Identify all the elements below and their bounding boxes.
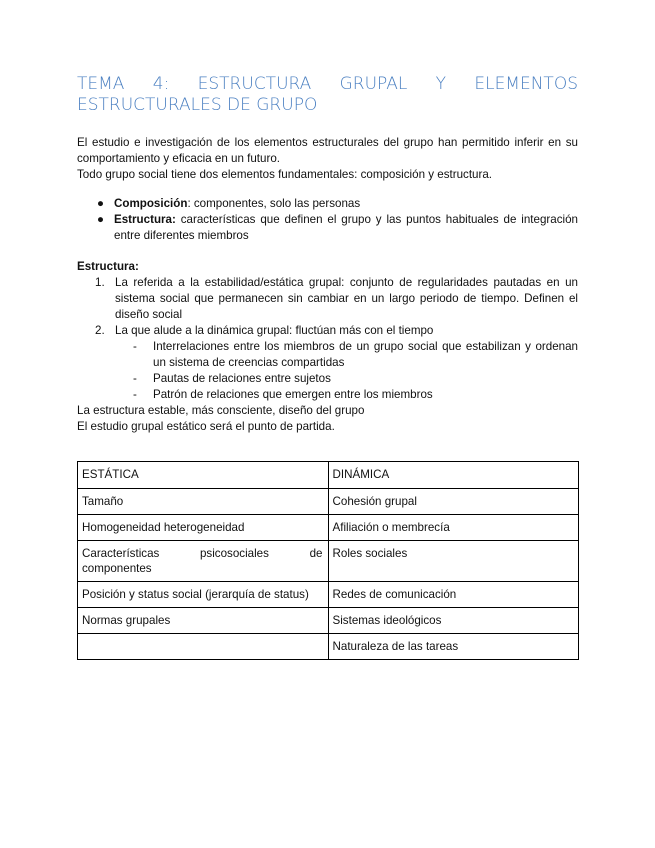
sub-list-item bbox=[77, 371, 578, 387]
table-cell: Redes de comunicación bbox=[328, 582, 579, 608]
item-text: La referida a la estabilidad/estática grupal: conjunto de regularidades pautadas en un sistema social que permanecen sin cambiar en un largo periodo de tiempo. Definen el diseño social bbox=[115, 276, 578, 321]
item-number: 2. bbox=[95, 324, 105, 337]
table-row bbox=[78, 541, 579, 582]
sub-item-text: Interrelaciones entre los miembros de un grupo social que estabilizan y ordenan un sistema de creencias compartidas bbox=[153, 340, 578, 369]
table-row bbox=[78, 634, 579, 660]
header-estatica: ESTÁTICA bbox=[78, 462, 329, 489]
table-cell: Naturaleza de las tareas bbox=[328, 634, 579, 660]
bullet-list bbox=[77, 196, 578, 244]
sub-list-item bbox=[77, 339, 578, 371]
sub-item-text: Pautas de relaciones entre sujetos bbox=[153, 372, 331, 385]
bullet-text: : componentes, solo las personas bbox=[187, 197, 361, 210]
table-cell bbox=[78, 634, 329, 660]
table-header-row bbox=[78, 462, 579, 489]
table-cell: Sistemas ideológicos bbox=[328, 608, 579, 634]
bullet-icon: ● bbox=[97, 213, 105, 226]
comparison-table bbox=[77, 461, 579, 660]
table-cell: Afiliación o membrecía bbox=[328, 515, 579, 541]
numbered-item bbox=[77, 323, 578, 339]
page-title bbox=[77, 74, 578, 116]
table-cell: Posición y status social (jerarquía de status) bbox=[78, 582, 329, 608]
bullet-icon: ● bbox=[97, 197, 105, 210]
table-cell: Homogeneidad heterogeneidad bbox=[78, 515, 329, 541]
bullet-term: Estructura: bbox=[114, 213, 176, 226]
table-cell: Tamaño bbox=[78, 489, 329, 515]
intro-paragraph bbox=[77, 135, 578, 183]
bullet-term: Composición bbox=[114, 197, 188, 210]
item-text: La que alude a la dinámica grupal: fluctúan más con el tiempo bbox=[115, 324, 434, 337]
bullet-text: características que definen el grupo y las puntos habituales de integración entre diferentes miembros bbox=[114, 213, 578, 242]
header-dinamica: DINÁMICA bbox=[328, 462, 579, 489]
closing-text-2: El estudio grupal estático será el punto de partida. bbox=[77, 420, 335, 433]
numbered-item bbox=[77, 275, 578, 323]
title-line-2: ESTRUCTURALES DE GRUPO bbox=[77, 95, 318, 115]
cell-line: Características psicosociales de bbox=[82, 547, 323, 560]
table-row bbox=[78, 608, 579, 634]
table-row bbox=[78, 515, 579, 541]
estructura-section bbox=[77, 259, 578, 435]
section-heading: Estructura: bbox=[77, 260, 139, 273]
table-cell: Normas grupales bbox=[78, 608, 329, 634]
closing-text-1: La estructura estable, más consciente, diseño del grupo bbox=[77, 404, 365, 417]
cell-line: componentes bbox=[82, 562, 152, 575]
dash-icon: - bbox=[133, 388, 137, 401]
item-number: 1. bbox=[95, 276, 105, 289]
table-row bbox=[78, 582, 579, 608]
intro-text-1: El estudio e investigación de los elementos estructurales del grupo han permitido inferir en su comportamiento y eficacia en un futuro. bbox=[77, 136, 578, 165]
sub-item-text: Patrón de relaciones que emergen entre los miembros bbox=[153, 388, 433, 401]
list-item bbox=[77, 196, 578, 212]
title-line-1: TEMA 4: ESTRUCTURA GRUPAL Y ELEMENTOS bbox=[77, 74, 578, 94]
table-cell bbox=[78, 541, 329, 582]
intro-text-2: Todo grupo social tiene dos elementos fundamentales: composición y estructura. bbox=[77, 168, 493, 181]
table-cell: Roles sociales bbox=[328, 541, 579, 582]
dash-icon: - bbox=[133, 340, 137, 353]
sub-list-item bbox=[77, 387, 578, 403]
table-row bbox=[78, 489, 579, 515]
dash-icon: - bbox=[133, 372, 137, 385]
list-item bbox=[77, 212, 578, 244]
table-cell: Cohesión grupal bbox=[328, 489, 579, 515]
